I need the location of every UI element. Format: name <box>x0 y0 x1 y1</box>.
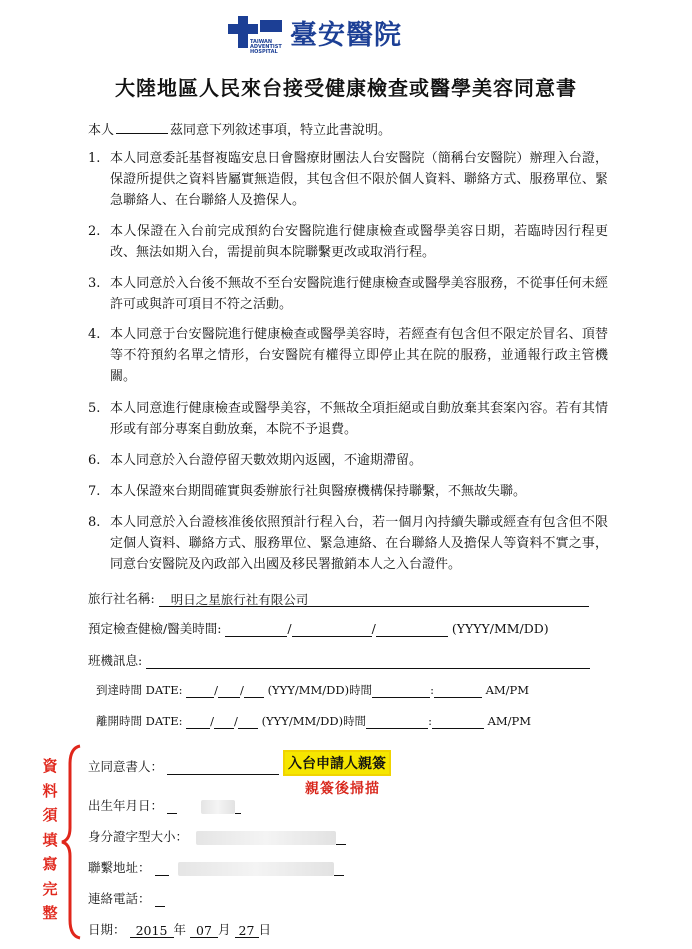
ampm-label: AM/PM <box>485 683 530 697</box>
term-item <box>88 398 608 440</box>
month-unit: 月 <box>218 922 231 937</box>
date-separator: / <box>214 683 219 697</box>
date-label: DATE: <box>145 714 183 728</box>
departure-day-field[interactable] <box>238 714 258 729</box>
signer-highlight: 入台申請人親簽 <box>283 750 391 776</box>
exam-day-field[interactable] <box>376 622 448 637</box>
name-blank[interactable] <box>116 133 168 134</box>
term-text: 本人同意委託基督複臨安息日會醫療財團法人台安醫院（簡稱台安醫院）辦理入台證，保證所提供之資料皆屬實無造假，其包含但不限於個人資料、聯絡方式、服務單位、緊急聯絡人、在台聯絡人及擔保人。 <box>110 151 608 208</box>
exam-date-row <box>88 619 549 637</box>
signer-label: 立同意書人： <box>88 759 164 774</box>
logo-subtitle: TAIWAN ADVENTIST HOSPITAL <box>250 39 282 55</box>
time-label: 時間 <box>343 714 367 728</box>
exam-year-field[interactable] <box>225 622 287 637</box>
address-row <box>88 858 344 876</box>
phone-row <box>88 889 165 907</box>
birth-row <box>88 796 241 814</box>
term-item <box>88 450 608 471</box>
hospital-logo <box>226 14 402 55</box>
term-item <box>88 481 608 502</box>
side-note-char: 寫 <box>42 855 58 873</box>
term-number: 3. <box>88 276 101 291</box>
hospital-cross-icon <box>226 14 286 55</box>
departure-month-field[interactable] <box>214 714 234 729</box>
address-field-end[interactable] <box>334 861 344 876</box>
arrival-minute-field[interactable] <box>434 683 482 698</box>
side-note-char: 須 <box>42 806 58 824</box>
redacted-address <box>178 862 334 876</box>
signer-field[interactable] <box>167 760 279 775</box>
hospital-name: 臺安醫院 <box>290 19 402 51</box>
intro-prefix: 本人 <box>88 123 115 138</box>
flight-field[interactable] <box>146 654 590 669</box>
exam-month-field[interactable] <box>292 622 372 637</box>
sign-day-field[interactable]: 27 <box>235 923 259 938</box>
sign-date-row <box>88 920 271 938</box>
arrival-day-field[interactable] <box>244 683 264 698</box>
signer-row <box>88 757 279 775</box>
arrival-month-field[interactable] <box>218 683 240 698</box>
ampm-label: AM/PM <box>487 714 532 728</box>
term-text: 本人保證在入台前完成預約台安醫院進行健康檢查或醫學美容日期，若臨時因行程更改、無法如期入台，需提前與本院聯繫更改或取消行程。 <box>110 224 608 260</box>
birth-field-start[interactable] <box>167 799 177 814</box>
exam-date-format: (YYYY/MM/DD) <box>451 621 549 636</box>
intro-suffix: 茲同意下列敘述事項，特立此書說明。 <box>170 123 392 138</box>
id-label: 身分證字型大小： <box>88 829 189 844</box>
term-item <box>88 512 608 575</box>
term-text: 本人同意於入台證核准後依照預計行程入台，若一個月內持續失聯或經查有包含但不限定個人資料、聯絡方式、服務單位、緊急連絡、在台聯絡人及擔保人等資料不實之事，同意台安醫院及內政部入出國及移民署撤銷本人之入台證件。 <box>110 515 608 572</box>
term-item <box>88 148 608 211</box>
term-text: 本人同意於入台後不無故不至台安醫院進行健康檢查或醫學美容服務，不從事任何未經許可或與許可項目不符之活動。 <box>110 276 608 312</box>
agency-label: 旅行社名稱: <box>88 591 155 606</box>
redacted-id <box>196 831 336 845</box>
term-number: 5. <box>88 401 101 416</box>
time-colon: : <box>430 683 434 697</box>
flight-label: 班機訊息: <box>88 653 143 668</box>
agency-field[interactable]: 明日之星旅行社有限公司 <box>159 592 589 607</box>
departure-year-field[interactable] <box>186 714 210 729</box>
side-note-char: 整 <box>42 904 58 922</box>
day-unit: 日 <box>258 922 272 937</box>
date-format: (YYY/MM/DD) <box>261 714 344 728</box>
arrival-row <box>96 682 529 698</box>
departure-label: 離開時間 <box>96 714 142 728</box>
date-format: (YYY/MM/DD) <box>267 683 350 697</box>
birth-label: 出生年月日： <box>88 798 164 813</box>
term-item <box>88 324 608 387</box>
redacted-birth <box>201 800 235 814</box>
side-note-char: 填 <box>42 830 58 849</box>
term-number: 6. <box>88 453 101 468</box>
time-label: 時間 <box>349 683 373 697</box>
address-label: 聯繫地址： <box>88 860 151 875</box>
term-text: 本人同意於入台證停留天數效期內返國，不逾期滯留。 <box>110 453 423 468</box>
year-unit: 年 <box>173 922 187 937</box>
sign-month-field[interactable]: 07 <box>190 923 218 938</box>
exam-date-label: 預定檢查健檢/醫美時間: <box>88 621 222 636</box>
document-title: 大陸地區人民來台接受健康檢查或醫學美容同意書 <box>115 76 577 100</box>
agency-row <box>88 589 589 607</box>
date-separator: / <box>210 714 215 728</box>
phone-field[interactable] <box>155 892 165 907</box>
arrival-year-field[interactable] <box>186 683 214 698</box>
side-note <box>38 754 62 926</box>
term-number: 1. <box>88 151 101 166</box>
term-item <box>88 221 608 263</box>
brace-icon <box>60 744 84 940</box>
id-field[interactable] <box>336 830 346 845</box>
sign-year-field[interactable]: 2015 <box>130 923 174 938</box>
term-text: 本人同意于台安醫院進行健康檢查或醫學美容時，若經查有包含但不限定於冒名、頂替等不符預約名單之情形，台安醫院有權得立即停止其在院的服務，並通報行政主管機關。 <box>110 327 608 384</box>
departure-hour-field[interactable] <box>366 714 428 729</box>
sign-note: 親簽後掃描 <box>305 781 380 797</box>
arrival-label: 到達時間 <box>96 683 142 697</box>
term-text: 本人保證來台期間確實與委辦旅行社與醫療機構保持聯繫，不無故失聯。 <box>110 484 527 499</box>
intro-line <box>88 119 391 138</box>
sign-date-label: 日期： <box>88 922 126 937</box>
birth-field-end[interactable] <box>235 799 241 814</box>
date-label: DATE: <box>145 683 183 697</box>
phone-label: 連絡電話： <box>88 891 151 906</box>
flight-row <box>88 651 590 669</box>
date-separator: / <box>240 683 244 697</box>
departure-row <box>96 713 531 729</box>
id-row <box>88 827 346 845</box>
side-note-char: 資 <box>42 757 58 775</box>
departure-minute-field[interactable] <box>432 714 484 729</box>
term-number: 2. <box>88 224 101 239</box>
date-separator: / <box>371 621 376 636</box>
time-colon: : <box>428 714 432 728</box>
term-number: 4. <box>88 327 101 342</box>
date-separator: / <box>234 714 238 728</box>
side-note-char: 料 <box>42 781 58 800</box>
side-note-char: 完 <box>42 879 58 898</box>
address-field-start[interactable] <box>155 861 169 876</box>
term-number: 7. <box>88 484 101 499</box>
term-item <box>88 273 608 315</box>
term-number: 8. <box>88 515 101 530</box>
arrival-hour-field[interactable] <box>372 683 430 698</box>
term-text: 本人同意進行健康檢查或醫學美容，不無故全項拒絕或自動放棄其套案內容。若有其情形或有部分專案自動放棄，本院不予退費。 <box>110 401 608 437</box>
date-separator: / <box>287 621 292 636</box>
